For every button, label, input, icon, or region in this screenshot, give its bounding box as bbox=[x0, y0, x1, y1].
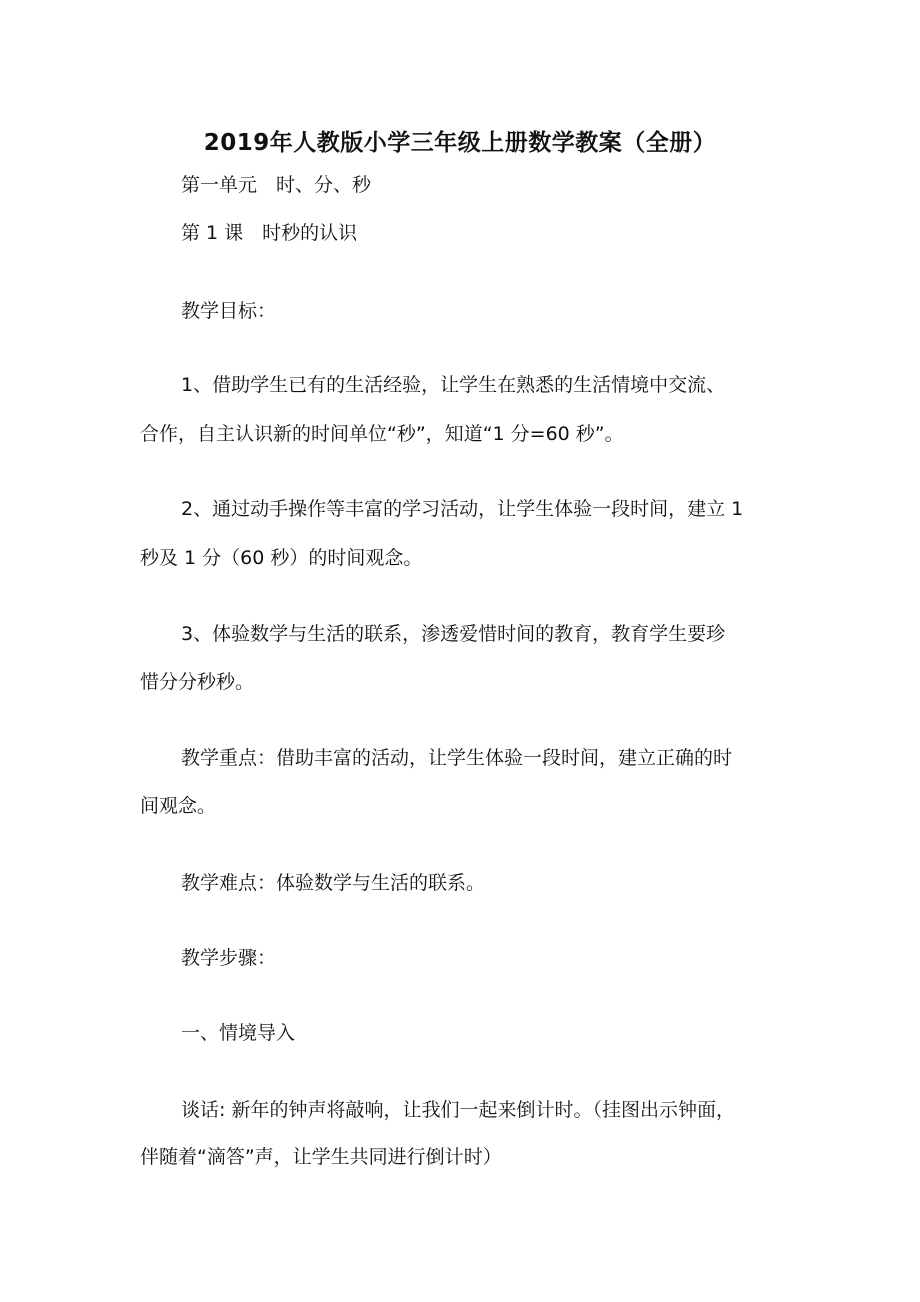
difficulty-text: 教学难点：体验数学与生活的联系。 bbox=[181, 872, 486, 894]
steps-label: 教学步骤： bbox=[181, 947, 277, 969]
key-point-line-1: 教学重点：借助丰富的活动，让学生体验一段时间，建立正确的时 bbox=[181, 747, 733, 769]
document-title: 2019年人教版小学三年级上册数学教案（全册） bbox=[203, 130, 717, 156]
talk-line-1: 谈话: 新年的钟声将敲响，让我们一起来倒计时。（挂图出示钟面， bbox=[181, 1099, 735, 1121]
talk-line-2: 伴随着“滴答”声，让学生共同进行倒计时） bbox=[140, 1146, 502, 1168]
objective-1-line-1: 1、借助学生已有的生活经验，让学生在熟悉的生活情境中交流、 bbox=[181, 374, 726, 396]
unit-heading: 第一单元 时、分、秒 bbox=[181, 174, 372, 196]
objective-2-line-2: 秒及 1 分（60 秒）的时间观念。 bbox=[140, 547, 423, 569]
lesson-heading: 第 1 课 时秒的认识 bbox=[181, 222, 358, 244]
objective-2-line-1: 2、通过动手操作等丰富的学习活动，让学生体验一段时间，建立 1 bbox=[181, 498, 744, 520]
key-point-line-2: 间观念。 bbox=[140, 795, 217, 817]
objective-3-line-2: 惜分分秒秒。 bbox=[140, 671, 255, 693]
objective-1-line-2: 合作，自主认识新的时间单位“秒”，知道“1 分=60 秒”。 bbox=[140, 423, 624, 445]
objective-3-line-1: 3、体验数学与生活的联系，渗透爱惜时间的教育，教育学生要珍 bbox=[181, 623, 726, 645]
section-one-heading: 一、情境导入 bbox=[181, 1022, 296, 1044]
objectives-label: 教学目标： bbox=[181, 300, 277, 322]
